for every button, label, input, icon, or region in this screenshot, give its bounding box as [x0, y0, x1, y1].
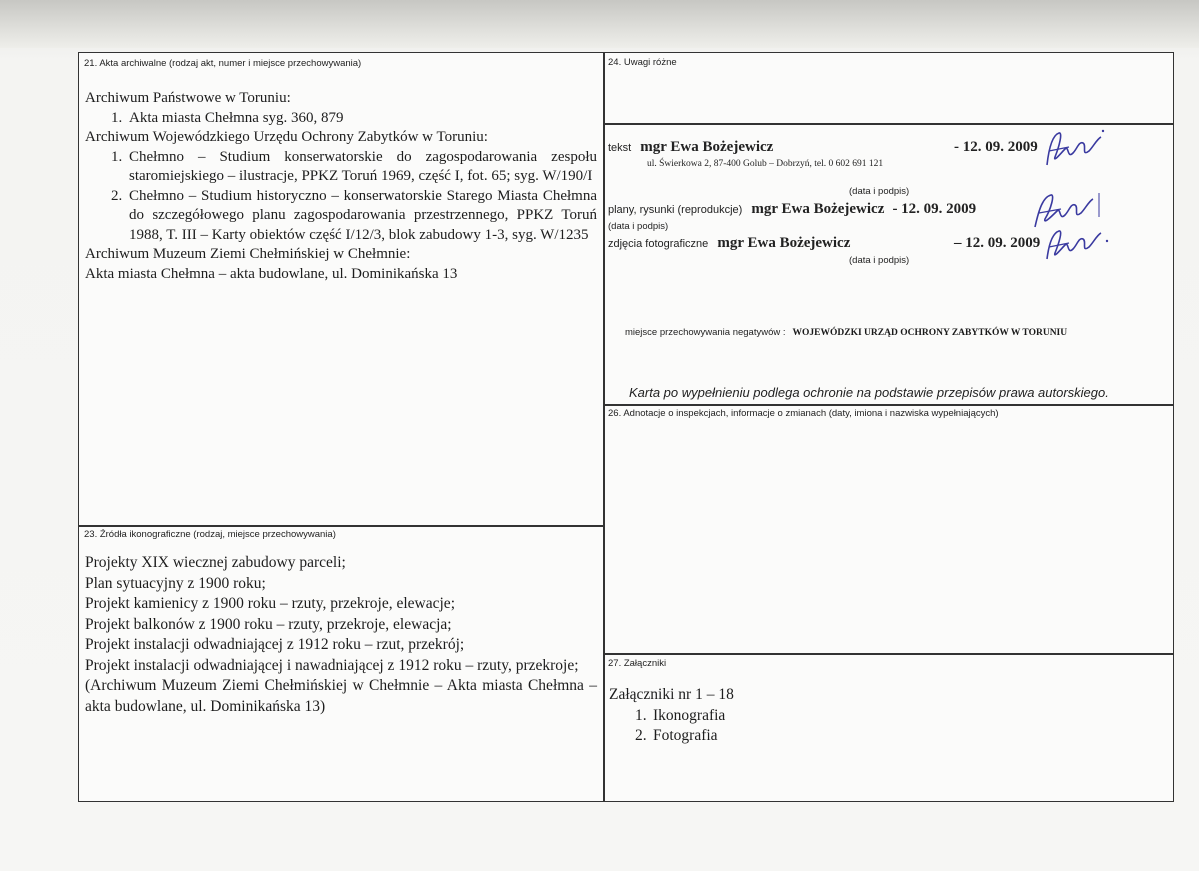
field-24-label: 24. Uwagi różne	[608, 57, 677, 68]
field-23-label: 23. Źródła ikonograficzne (rodzaj, miejsce przechowywania)	[84, 529, 336, 540]
list-text: Fotografia	[653, 727, 718, 744]
form-sheet	[78, 52, 1174, 802]
list-number: 1.	[111, 148, 123, 165]
column-divider	[603, 53, 605, 801]
field-23-content	[85, 553, 597, 717]
left-section-divider	[79, 525, 604, 527]
archive-museum-files: Akta miasta Chełmna – akta budowlane, ul. Dominikańska 13	[85, 265, 458, 282]
credit-photos-label: zdjęcia fotograficzne	[608, 238, 709, 250]
field-21-content	[85, 89, 597, 284]
list-text: Chełmno – Studium historyczno – konserwatorskie Starego Miasta Chełmna do szczegółowego planu zagospodarowania przestrzennego, PPKZ Toruń 1988, T. III – Karty obiektów część I/12/3, blok zabudowy 1-3, syg. W/1235	[129, 187, 597, 243]
signature-3	[1039, 225, 1109, 265]
credit-photos-author: mgr Ewa Bożejewicz	[717, 235, 851, 251]
list-item	[85, 109, 597, 129]
attachments-summary: Załączniki nr 1 – 18	[609, 686, 734, 703]
list-number: 2.	[635, 727, 647, 744]
list-number: 1.	[635, 706, 647, 724]
date-sign-caption-1: (data i podpis)	[849, 186, 910, 197]
credit-plans-label: plany, rysunki (reprodukcje)	[608, 204, 743, 216]
icon-source-line: Projekt kamienicy z 1900 roku – rzuty, przekroje, elewacje;	[85, 595, 455, 612]
list-item	[85, 148, 597, 187]
icon-source-line: Projekt instalacji odwadniającej z 1912 roku – rzut, przekrój;	[85, 636, 465, 653]
archive-wuoz: Archiwum Wojewódzkiego Urzędu Ochrony Zabytków w Toruniu:	[85, 129, 488, 145]
copyright-note: Karta po wypełnieniu podlega ochronie na podstawie przepisów prawa autorskiego.	[629, 385, 1109, 400]
credit-plans-author: mgr Ewa Bożejewicz	[751, 201, 885, 217]
list-item	[609, 706, 1149, 727]
list-item	[85, 187, 597, 246]
archive-museum: Archiwum Muzeum Ziemi Chełmińskiej w Chełmnie:	[85, 246, 411, 262]
icon-source-line: Projekt balkonów z 1900 roku – rzuty, przekroje, elewacja;	[85, 615, 452, 633]
date-sign-caption-3: (data i podpis)	[849, 255, 910, 266]
negatives-row	[625, 322, 1067, 340]
credit-text-author: mgr Ewa Bożejewicz	[640, 139, 774, 155]
field-27-label: 27. Załączniki	[608, 658, 667, 669]
negatives-location: WOJEWÓDZKI URZĄD OCHRONY ZABYTKÓW W TORUNIU	[792, 328, 1068, 338]
right-divider-26	[604, 404, 1173, 406]
list-text: Chełmno – Studium konserwatorskie do zagospodarowania zespołu staromiejskiego – ilustracje, PPKZ Toruń 1969, część I, fot. 65; syg. W/190/I	[129, 148, 597, 184]
right-divider-24	[604, 123, 1173, 125]
icon-source-line: Projekt instalacji odwadniającej i nawadniającej z 1912 roku – rzuty, przekroje;	[85, 656, 579, 674]
paper-top-edge	[0, 0, 1199, 48]
field-27-content	[609, 685, 1149, 747]
archive-torun: Archiwum Państwowe w Toruniu:	[85, 90, 291, 106]
list-item	[609, 726, 1149, 747]
field-21-label: 21. Akta archiwalne (rodzaj akt, numer i miejsce przechowywania)	[84, 58, 362, 69]
credit-text-label: tekst	[608, 142, 632, 154]
credit-text-date: - 12. 09. 2009	[954, 139, 1038, 155]
signature-1	[1039, 127, 1109, 171]
negatives-label: miejsce przechowywania negatywów :	[625, 327, 786, 338]
credit-photos-date: – 12. 09. 2009	[954, 235, 1041, 251]
right-divider-27	[604, 653, 1173, 655]
list-number: 1.	[111, 109, 123, 126]
list-text: Ikonografia	[653, 706, 726, 724]
list-text: Akta miasta Chełmna syg. 360, 879	[129, 109, 344, 126]
author-address: ul. Świerkowa 2, 87-400 Golub – Dobrzyń, tel. 0 602 691 121	[647, 159, 884, 169]
date-sign-caption-2: (data i podpis)	[608, 221, 669, 232]
icon-source-line: Projekty XIX wiecznej zabudowy parceli;	[85, 554, 346, 571]
list-number: 2.	[111, 187, 123, 204]
field-26-label: 26. Adnotacje o inspekcjach, informacje o zmianach (daty, imiona i nazwiska wypełniających)	[608, 408, 999, 419]
icon-source-line: (Archiwum Muzeum Ziemi Chełmińskiej w Chełmnie – Akta miasta Chełmna – akta budowlane, ul. Dominikańska 13)	[85, 677, 597, 715]
credit-plans-date: - 12. 09. 2009	[892, 201, 977, 217]
icon-source-line: Plan sytuacyjny z 1900 roku;	[85, 574, 266, 592]
